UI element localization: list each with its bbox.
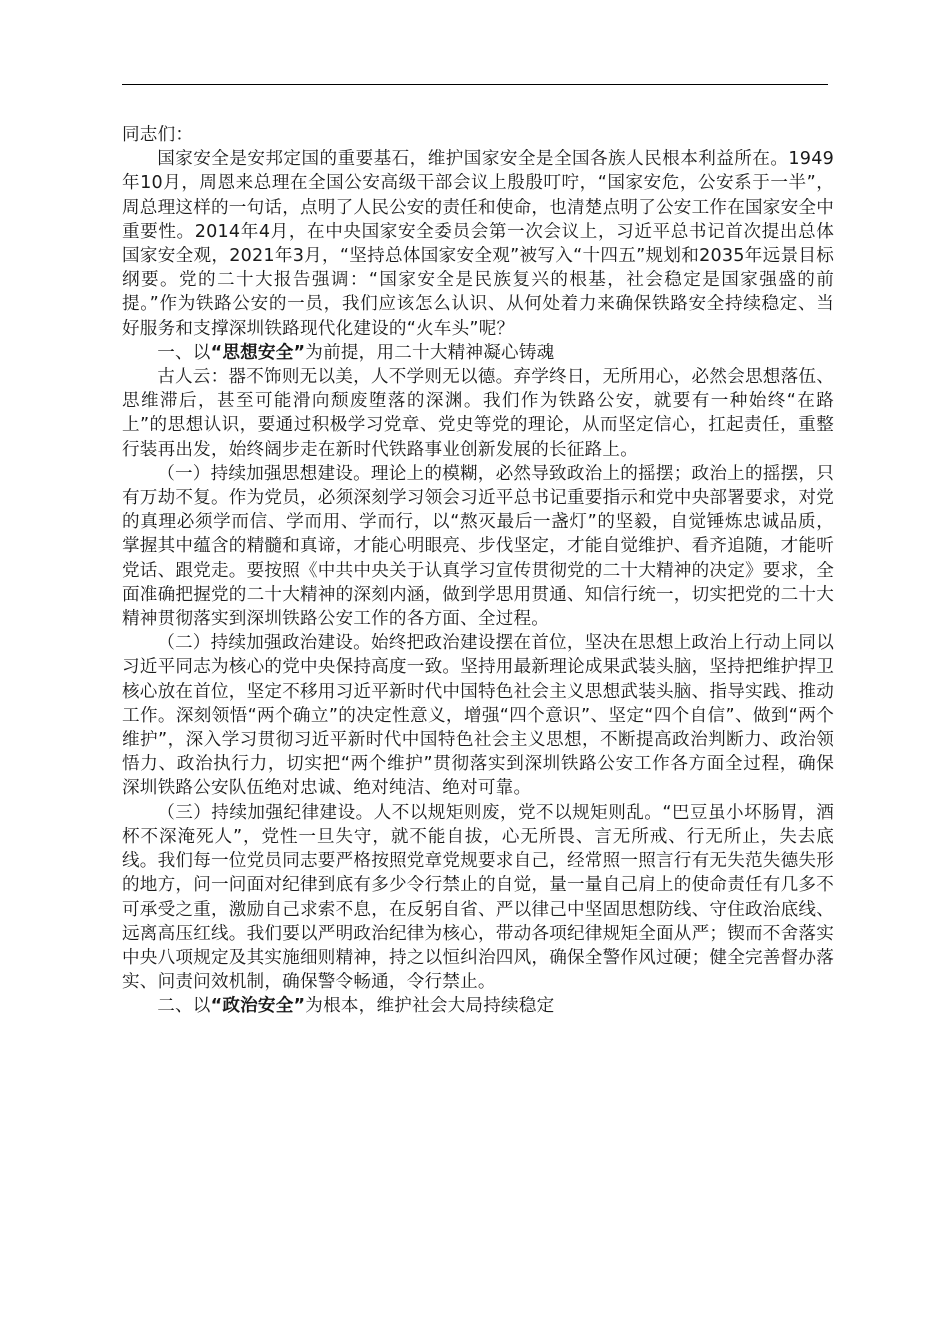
document-body — [122, 123, 834, 1019]
body-paragraph: 古人云：器不饰则无以美，人不学则无以德。弃学终日，无所用心，必然会思想落伍、思维滞后，甚至可能滑向颓废堕落的深渊。我们作为铁路公安，就要有一种始终“在路上”的思想认识，要通过积极学习党章、党史等党的理论，从而坚定信心，扛起责任，重整行装再出发，始终阔步走在新时代铁路事业创新发展的长征路上。 — [122, 367, 834, 460]
section-heading-1-pre: 一、以 — [157, 342, 211, 363]
subsection-paragraph-1: （一）持续加强思想建设。理论上的模糊，必然导致政治上的摇摆；政治上的摇摆，只有万劫不复。作为党员，必须深刻学习领会习近平总书记重要指示和党中央部署要求，对党的真理必须学而信、学而用、学而行，以“熬灭最后一盏灯”的坚毅，自觉锤炼忠诚品质，掌握其中蕴含的精髓和真谛，才能心明眼亮、步伐坚定，才能自觉维护、看齐追随，才能听党话、跟党走。要按照《中共中央关于认真学习宣传贯彻党的二十大精神的决定》要求，全面准确把握党的二十大精神的深刻内涵，做到学思用贯通、知信行统一，切实把党的二十大精神贯彻落实到深圳铁路公安工作的各方面、全过程。 — [122, 463, 834, 630]
section-heading-2-emphasis: “政治安全” — [210, 996, 306, 1017]
header-rule — [122, 84, 828, 85]
subsection-paragraph-2: （二）持续加强政治建设。始终把政治建设摆在首位，坚决在思想上政治上行动上同以习近平同志为核心的党中央保持高度一致。坚持用最新理论成果武装头脑，坚持把维护捍卫核心放在首位，坚定不移用习近平新时代中国特色社会主义思想武装头脑、指导实践、推动工作。深刻领悟“两个确立”的决定性意义，增强“四个意识”、坚定“四个自信”、做到“两个维护”，深入学习贯彻习近平新时代中国特色社会主义思想，不断提高政治判断力、政治领悟力、政治执行力，切实把“两个维护”贯彻落实到深圳铁路公安工作各方面全过程，确保深圳铁路公安队伍绝对忠诚、绝对纯洁、绝对可靠。 — [122, 633, 834, 799]
salutation: 同志们： — [122, 125, 194, 145]
intro-paragraph: 国家安全是安邦定国的重要基石，维护国家安全是全国各族人民根本利益所在。1949年10月，周恩来总理在全国公安高级干部会议上殷殷叮咛，“国家安危，公安系于一半”，周总理这样的一句话，点明了人民公安的责任和使命，也清楚点明了公安工作在国家安全中重要性。2014年4月，在中央国家安全委员会第一次会议上，习近平总书记首次提出总体国家安全观，2021年3月，“坚持总体国家安全观”被写入“十四五”规划和2035年远景目标纲要。党的二十大报告强调：“国家安全是民族复兴的根基，社会稳定是国家强盛的前提。”作为铁路公安的一员，我们应该怎么认识、从何处着力来确保铁路安全持续稳定、当好服务和支撑深圳铁路现代化建设的“火车头”呢？ — [122, 149, 834, 339]
subsection-paragraph-3: （三）持续加强纪律建设。人不以规矩则废，党不以规矩则乱。“巴豆虽小坏肠胃，酒杯不深淹死人”，党性一旦失守，就不能自拔，心无所畏、言无所戒、行无所止，失去底线。我们每一位党员同志要严格按照党章党规要求自己，经常照一照言行有无失范失德失形的地方，问一问面对纪律到底有多少令行禁止的自觉，量一量自己肩上的使命责任有几多不可承受之重，激励自己求索不息，在反躬自省、严以律己中坚固思想防线、守住政治底线、远离高压红线。我们要以严明政治纪律为核心，带动各项纪律规矩全面从严；锲而不舍落实中央八项规定及其实施细则精神，持之以恒纠治四风，确保全警作风过硬；健全完善督办落实、问责问效机制，确保警令畅通，令行禁止。 — [122, 802, 834, 993]
section-heading-2-pre: 二、以 — [157, 996, 211, 1017]
section-heading-2 — [122, 994, 834, 1018]
section-heading-1-emphasis: “思想安全” — [210, 342, 306, 363]
section-heading-1-post: 为前提，用二十大精神凝心铸魂 — [305, 342, 555, 363]
section-heading-2-post: 为根本，维护社会大局持续稳定 — [305, 996, 555, 1017]
section-heading-1 — [122, 341, 834, 365]
